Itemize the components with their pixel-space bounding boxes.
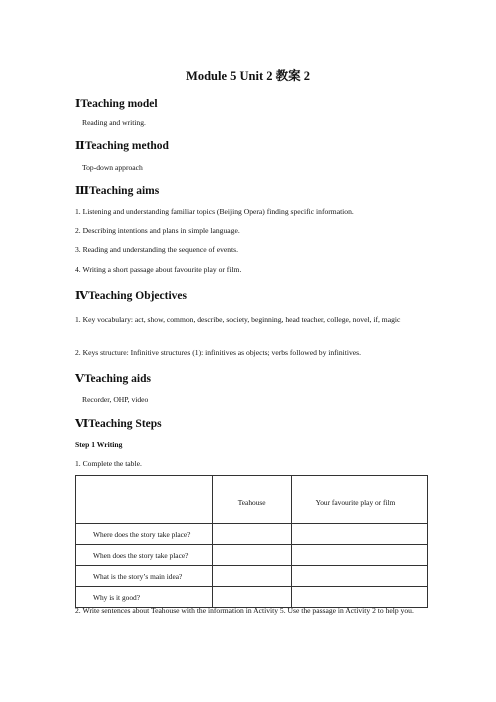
section-title: Teaching model: [80, 98, 158, 110]
objectives-item: 2. Keys structure: Infinitive structures (1): infinitives as objects; verbs followed by infinitives.: [75, 348, 361, 357]
section-title: Teaching method: [84, 140, 169, 152]
table-row: [76, 566, 428, 587]
table-row: [76, 545, 428, 566]
table-question-cell: What is the story’s main idea?: [76, 566, 213, 587]
section-heading-teaching-model: [75, 96, 158, 110]
section-number: Ⅱ: [75, 140, 85, 152]
aims-item: 3. Reading and understanding the sequence of events.: [75, 245, 239, 254]
section-heading-teaching-aims: [75, 183, 159, 197]
section-number: Ⅴ: [75, 373, 84, 385]
table-answer-cell[interactable]: [212, 524, 291, 545]
section-title: Teaching aids: [83, 373, 151, 385]
task-instruction: 2. Write sentences about Teahouse with the information in Activity 5. Use the passage in Activity 2 to help you.: [75, 606, 414, 615]
table-question-cell: Why is it good?: [76, 587, 213, 608]
teaching-model-text: Reading and writing.: [82, 118, 146, 127]
table-answer-cell[interactable]: [291, 566, 427, 587]
table-header-cell: Your favourite play or film: [291, 476, 427, 524]
table-header-cell: Teahouse: [212, 476, 291, 524]
section-number: Ⅳ: [75, 290, 89, 302]
table-question-cell: Where does the story take place?: [76, 524, 213, 545]
table-header-cell: [76, 476, 213, 524]
section-heading-teaching-method: [75, 138, 169, 152]
teaching-aids-text: Recorder, OHP, video: [82, 395, 149, 404]
aims-item: 1. Listening and understanding familiar topics (Beijing Opera) finding specific information.: [75, 207, 354, 216]
section-heading-teaching-steps: [75, 416, 162, 430]
table-answer-cell[interactable]: [291, 524, 427, 545]
aims-item: 2. Describing intentions and plans in simple language.: [75, 226, 240, 235]
table-answer-cell[interactable]: [212, 545, 291, 566]
section-number: Ⅵ: [75, 418, 89, 430]
table-answer-cell[interactable]: [212, 566, 291, 587]
table-row: [76, 524, 428, 545]
section-heading-teaching-objectives: [75, 288, 187, 302]
teaching-method-text: Top-down approach: [82, 163, 143, 172]
section-title: Teaching aims: [89, 185, 160, 197]
table-question-cell: When does the story take place?: [76, 545, 213, 566]
section-number: Ⅰ: [75, 98, 81, 110]
section-heading-teaching-aids: [75, 371, 151, 385]
step-heading: Step 1 Writing: [75, 440, 123, 449]
section-title: Teaching Steps: [88, 418, 162, 430]
aims-item: 4. Writing a short passage about favourite play or film.: [75, 265, 242, 274]
section-number: Ⅲ: [75, 185, 90, 197]
task-instruction: 1. Complete the table.: [75, 459, 142, 468]
table-answer-cell[interactable]: [291, 545, 427, 566]
objectives-item: 1. Key vocabulary: act, show, common, describe, society, beginning, head teacher, college, novel, if, magic: [75, 315, 401, 324]
table-header-row: [76, 476, 428, 524]
section-title: Teaching Objectives: [88, 290, 187, 302]
page-title: Module 5 Unit 2 教案 2: [186, 69, 310, 83]
comparison-table: [75, 475, 428, 608]
